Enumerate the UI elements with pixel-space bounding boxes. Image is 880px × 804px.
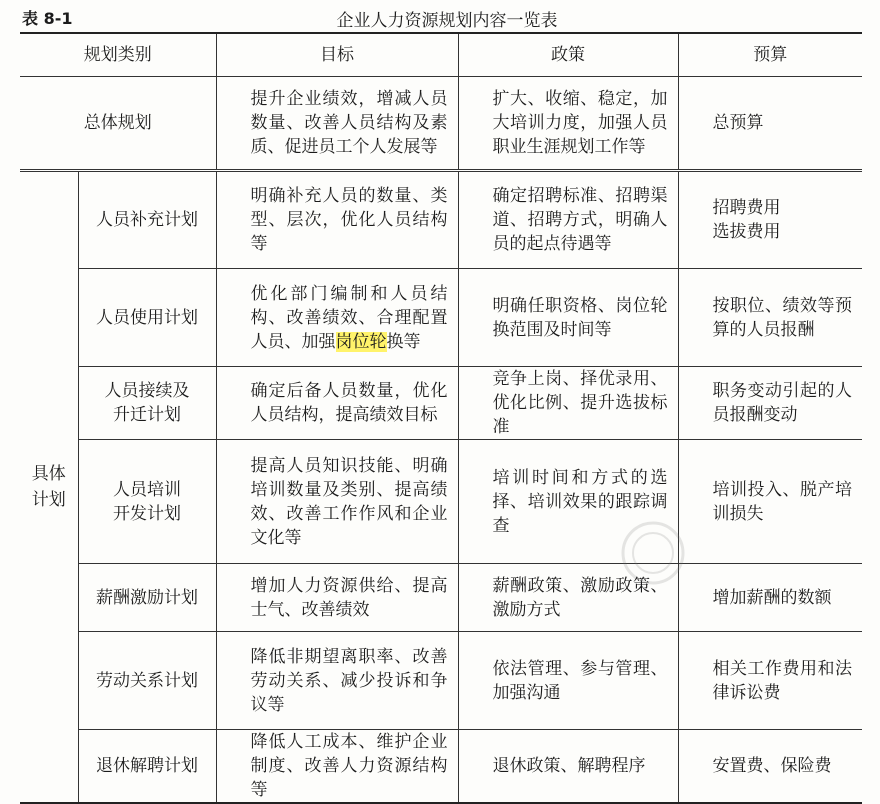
table-row — [20, 564, 862, 632]
category-cell: 人员使用计划 — [78, 269, 216, 367]
category-cell: 人员补充计划 — [78, 171, 216, 269]
category-cell: 薪酬激励计划 — [78, 564, 216, 632]
goal-cell: 明确补充人员的数量、类型、层次，优化人员结构等 — [216, 171, 458, 269]
goal-cell: 增加人力资源供给、提高士气、改善绩效 — [216, 564, 458, 632]
goal-cell: 提高人员知识技能、明确培训数量及类别、提高绩效、改善工作作风和企业文化等 — [216, 440, 458, 564]
header-category: 规划类别 — [20, 33, 216, 77]
category-cell: 人员培训 开发计划 — [78, 440, 216, 564]
goal-cell: 优化部门编制和人员结构、改善绩效、合理配置人员、加强岗位轮换等 — [216, 269, 458, 367]
table-row — [20, 632, 862, 730]
table-row — [20, 269, 862, 367]
goal-cell: 提升企业绩效，增减人员数量、改善人员结构及素质、促进员工个人发展等 — [216, 77, 458, 171]
hr-planning-table — [20, 32, 862, 804]
budget-cell: 按职位、绩效等预算的人员报酬 — [678, 269, 862, 367]
policy-cell: 扩大、收缩、稳定，加大培训力度，加强人员职业生涯规划工作等 — [458, 77, 678, 171]
table-row — [20, 77, 862, 171]
group-label-cell — [20, 171, 78, 804]
policy-cell: 明确任职资格、岗位轮换范围及时间等 — [458, 269, 678, 367]
table-title: 企业人力资源规划内容一览表 — [336, 11, 558, 31]
category-cell: 总体规划 — [20, 77, 216, 171]
category-cell: 劳动关系计划 — [78, 632, 216, 730]
header-goal: 目标 — [216, 33, 458, 77]
goal-cell: 降低人工成本、维护企业制度、改善人力资源结构等 — [216, 730, 458, 804]
table-row — [20, 440, 862, 564]
group-label: 具体计划 — [31, 464, 66, 510]
policy-cell: 依法管理、参与管理、加强沟通 — [458, 632, 678, 730]
policy-cell: 退休政策、解聘程序 — [458, 730, 678, 804]
header-policy: 政策 — [458, 33, 678, 77]
watermark-stamp — [618, 518, 688, 588]
budget-cell: 招聘费用 选拔费用 — [678, 171, 862, 269]
table-row — [20, 367, 862, 440]
budget-cell: 增加薪酬的数额 — [678, 564, 862, 632]
table-row — [20, 730, 862, 804]
policy-cell: 培训时间和方式的选择、培训效果的跟踪调查 — [458, 440, 678, 564]
table-row — [20, 171, 862, 269]
goal-cell: 确定后备人员数量，优化人员结构，提高绩效目标 — [216, 367, 458, 440]
budget-cell: 安置费、保险费 — [678, 730, 862, 804]
budget-cell: 培训投入、脱产培训损失 — [678, 440, 862, 564]
budget-cell: 总预算 — [678, 77, 862, 171]
budget-cell: 相关工作费用和法律诉讼费 — [678, 632, 862, 730]
policy-cell: 薪酬政策、激励政策、激励方式 — [458, 564, 678, 632]
category-cell: 退休解聘计划 — [78, 730, 216, 804]
highlighted-text: 岗位轮 — [335, 331, 387, 352]
category-cell: 人员接续及 升迁计划 — [78, 367, 216, 440]
budget-cell: 职务变动引起的人员报酬变动 — [678, 367, 862, 440]
header-row — [20, 33, 862, 77]
policy-cell: 确定招聘标准、招聘渠道、招聘方式，明确人员的起点待遇等 — [458, 171, 678, 269]
table-number: 表 8-1 — [22, 9, 73, 28]
goal-cell: 降低非期望离职率、改善劳动关系、减少投诉和争议等 — [216, 632, 458, 730]
table-caption — [22, 4, 872, 30]
policy-cell: 竞争上岗、择优录用、优化比例、提升选拔标准 — [458, 367, 678, 440]
header-budget: 预算 — [678, 33, 862, 77]
